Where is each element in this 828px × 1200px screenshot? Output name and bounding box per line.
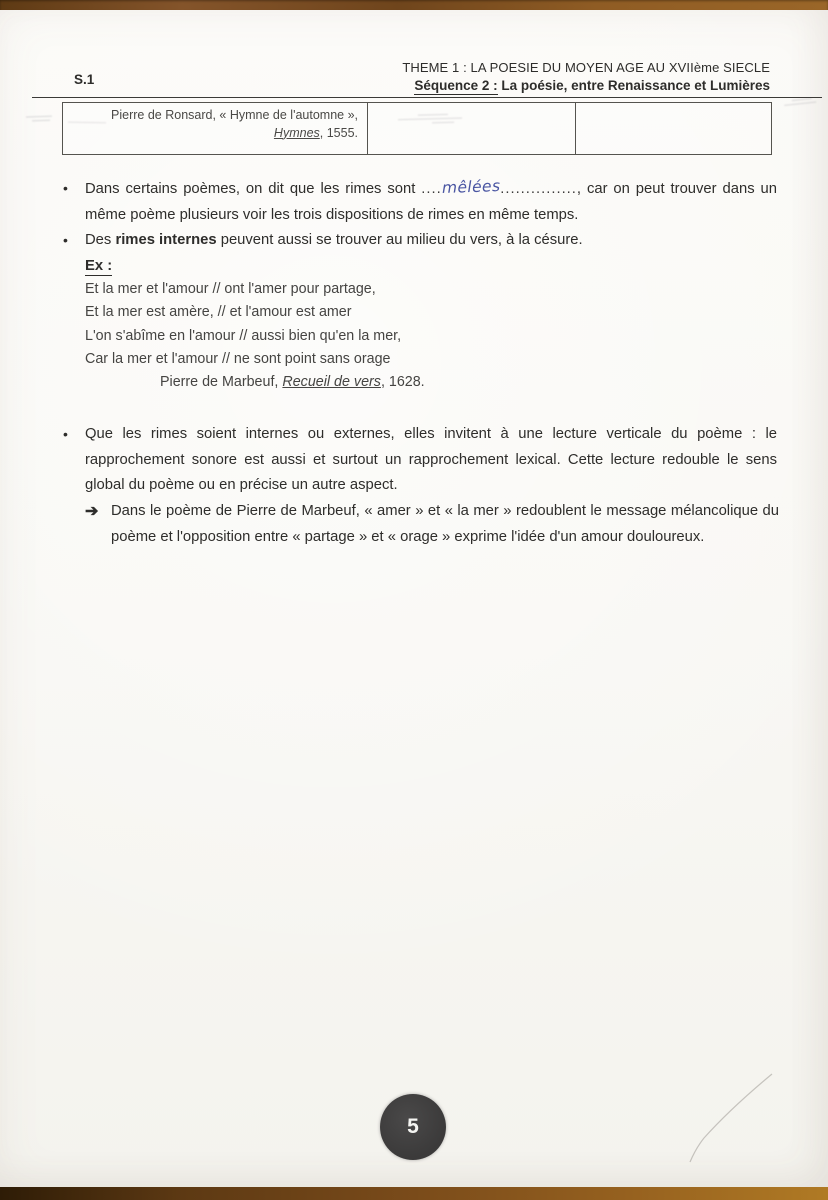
reference-work-title: Hymnes: [273, 125, 320, 140]
poem-line: Car la mer et l'amour // ne sont point sans orage: [85, 351, 391, 368]
reference-table: [62, 102, 772, 155]
bullet-icon: •: [63, 180, 68, 196]
poem-line: L'on s'abîme en l'amour // aussi bien qu'en la mer,: [85, 327, 402, 344]
arrow-icon: ➔: [85, 503, 99, 520]
reference-table-cell-ronsard: [63, 103, 368, 154]
sequence-title: [402, 78, 770, 93]
handwritten-answer: mêlées: [441, 176, 501, 198]
sequence-code: S.1: [74, 72, 95, 87]
dotted-blank: ....: [421, 181, 442, 197]
bullet-rimes-internes: [62, 228, 777, 254]
bullet-icon: •: [63, 426, 68, 442]
attribution-author: Pierre de Marbeuf,: [160, 374, 283, 390]
page-number: 5: [407, 1115, 419, 1138]
poem-quote: [85, 278, 401, 372]
b1-text-pre: Dans certains poèmes, on dit que les rimes sont: [85, 181, 422, 197]
sequence-title-label: Séquence 2 :: [414, 78, 498, 93]
arrow-note-text: Dans le poème de Pierre de Marbeuf, « amer » et « la mer » redoublent le message mélancolique du poème et l'opposition entre « partage » et « orage » exprime l'idée d'un amour douloureux.: [111, 503, 779, 545]
pencil-smudge: [26, 112, 58, 124]
reference-line1: Pierre de Ronsard, « Hymne de l'automne »,: [111, 108, 358, 122]
paper-sheet: [0, 10, 828, 1187]
paper-crease: [686, 1070, 776, 1165]
poem-line: Et la mer est amère, // et l'amour est amer: [85, 304, 352, 321]
b2-text-post: peuvent aussi se trouver au milieu du vers, à la césure.: [216, 232, 583, 248]
b2-bold-term: rimes internes: [115, 232, 217, 248]
sequence-title-rest: La poésie, entre Renaissance et Lumières: [497, 78, 770, 93]
bullet-icon: •: [63, 232, 68, 248]
poem-line: Et la mer et l'amour // ont l'amer pour partage,: [85, 281, 376, 297]
example-label: Ex :: [85, 258, 113, 274]
b3-text: Que les rimes soient internes ou externes, elles invitent à une lecture verticale du poème : le rapprochement sonore est aussi et surtout un rapprochement lexical. Cette lecture redouble le sens global du poème ou en précise un autre aspect.: [85, 426, 777, 493]
arrow-note-marbeuf: [85, 499, 779, 550]
attribution-work-title: Recueil de vers: [282, 374, 381, 390]
page-number-badge: [380, 1094, 446, 1160]
b2-text-pre: Des: [85, 232, 116, 248]
bullet-lecture-verticale: [62, 422, 777, 499]
header-divider: [32, 97, 822, 98]
reference-table-cell-empty: [576, 103, 770, 154]
page-header: [402, 60, 770, 93]
theme-title: THEME 1 : LA POESIE DU MOYEN AGE AU XVIIème SIECLE: [402, 60, 770, 75]
bullet-rimes-melees: [62, 176, 777, 228]
reference-date: , 1555.: [319, 125, 358, 140]
b1-text-post: , car on peut trouver dans un même poème plusieurs voir les trois dispositions de rimes en même temps.: [85, 181, 777, 223]
dotted-blank: ...............: [500, 181, 577, 197]
attribution-year: , 1628.: [380, 374, 425, 390]
pencil-smudge: [398, 110, 490, 127]
table-surface-bottom: [0, 1185, 828, 1200]
pencil-smudge: [68, 119, 110, 127]
poem-attribution: [160, 370, 425, 396]
pencil-smudge: [784, 94, 821, 109]
